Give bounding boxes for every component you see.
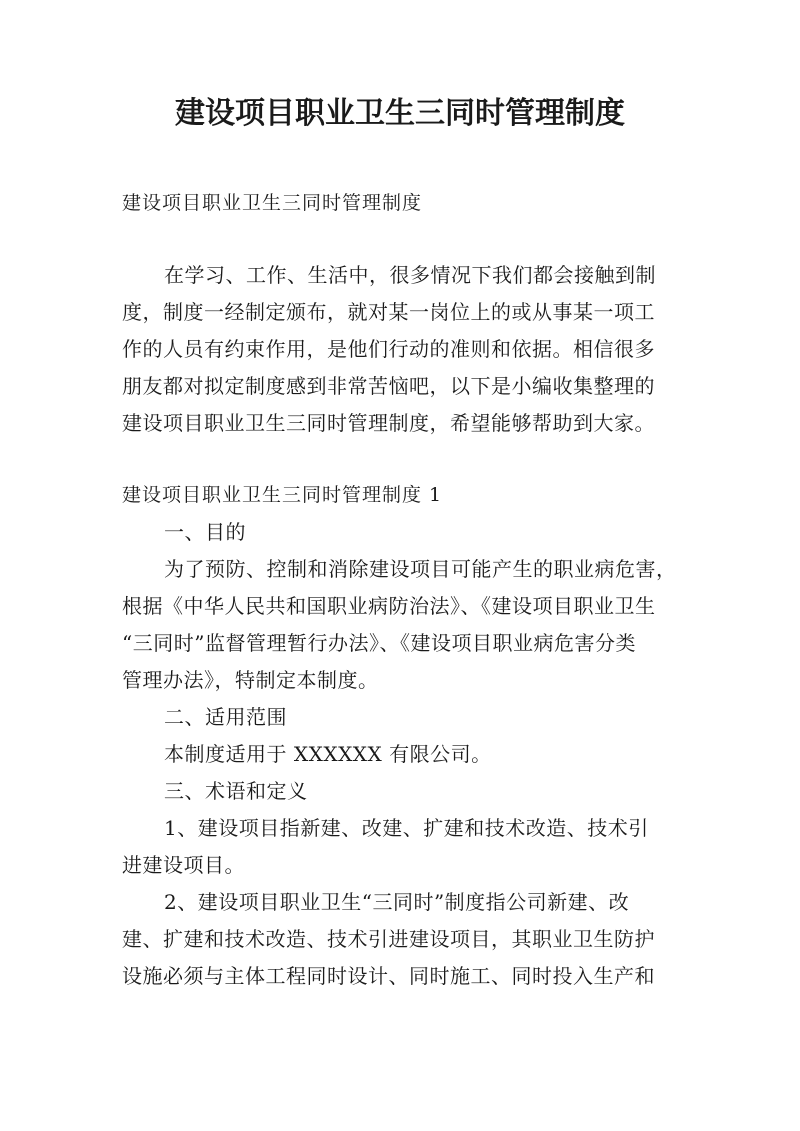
document-body — [122, 257, 692, 995]
section-title: 建设项目职业卫生三同时管理制度 1 — [122, 484, 443, 506]
document-subtitle: 建设项目职业卫生三同时管理制度 — [122, 192, 423, 214]
body-line: 本制度适用于 XXXXXX 有限公司。 — [164, 742, 492, 766]
body-line: 设施必须与主体工程同时设计、同时施工、同时投入生产和 — [122, 964, 655, 988]
body-line: 管理办法》，特制定本制度。 — [122, 668, 379, 692]
body-line: 进建设项目。 — [122, 853, 245, 877]
intro-line: 作的人员有约束作用，是他们行动的准则和依据。相信很多 — [122, 337, 655, 361]
body-line: 为了预防、控制和消除建设项目可能产生的职业病危害， — [164, 557, 677, 581]
heading-terms: 三、术语和定义 — [164, 779, 308, 803]
heading-purpose: 一、目的 — [164, 520, 246, 544]
heading-scope: 二、适用范围 — [164, 705, 287, 729]
intro-line: 在学习、工作、生活中，很多情况下我们都会接触到制 — [164, 263, 656, 287]
body-line: 2、建设项目职业卫生“三同时”制度指公司新建、改 — [164, 890, 630, 914]
body-line: 根据《中华人民共和国职业病防治法》、《建设项目职业卫生 — [122, 594, 656, 618]
document-title: 建设项目职业卫生三同时管理制度 — [175, 96, 625, 131]
paragraph-gap — [122, 442, 692, 477]
intro-line: 度，制度一经制定颁布，就对某一岗位上的或从事某一项工 — [122, 300, 655, 324]
intro-line: 朋友都对拟定制度感到非常苦恼吧，以下是小编收集整理的 — [122, 374, 655, 398]
body-line: 建、扩建和技术改造、技术引进建设项目，其职业卫生防护 — [122, 927, 655, 951]
body-line: “三同时”监督管理暂行办法》、《建设项目职业病危害分类 — [122, 631, 636, 655]
intro-line: 建设项目职业卫生三同时管理制度，希望能够帮助到大家。 — [122, 411, 655, 435]
body-line: 1、建设项目指新建、改建、扩建和技术改造、技术引 — [164, 816, 649, 840]
